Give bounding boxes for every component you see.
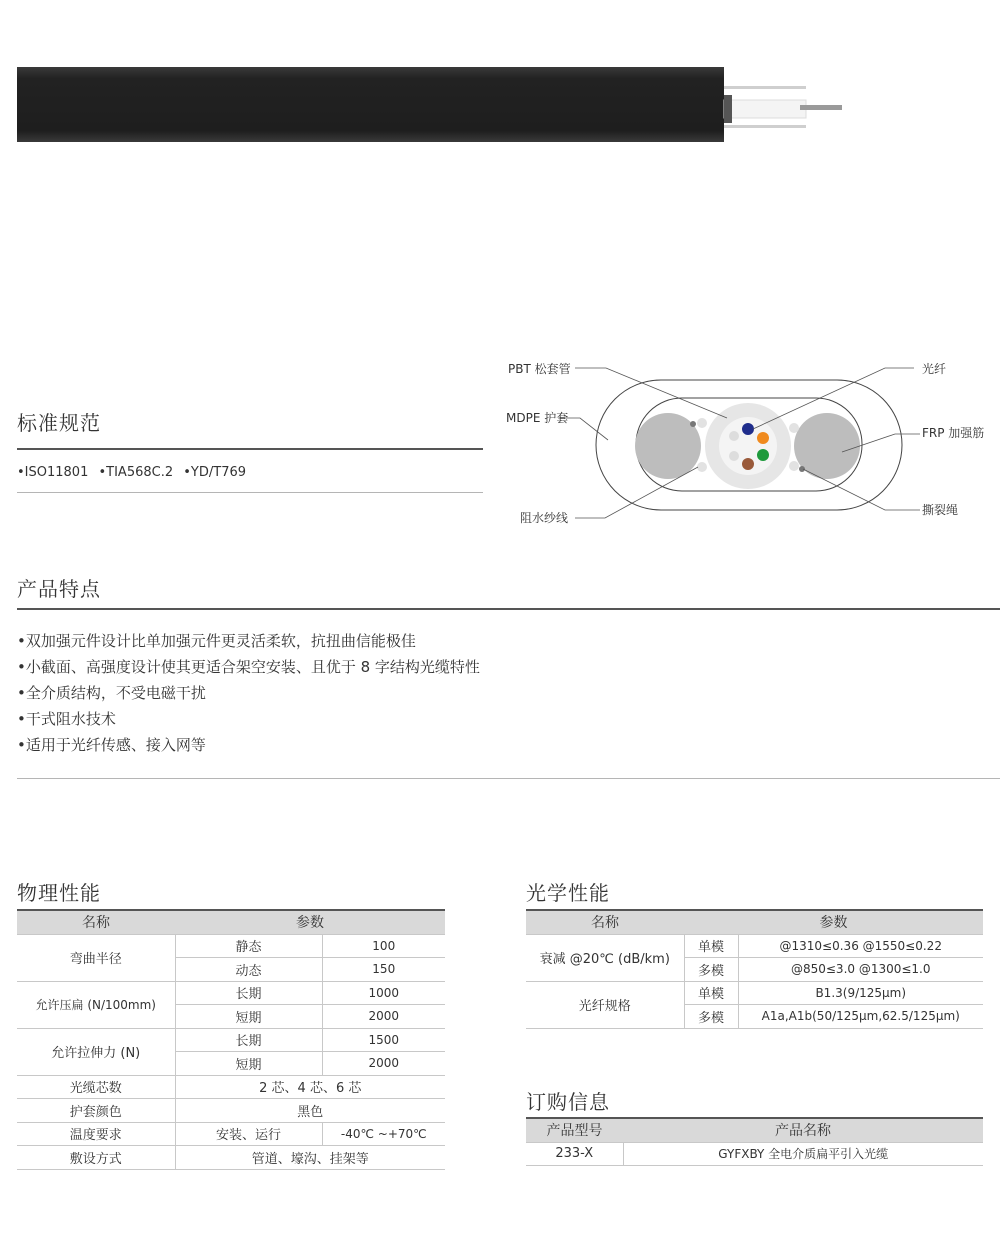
feature-item: •适用于光纤传感、接入网等 [17, 736, 206, 754]
fiber-brown [742, 458, 754, 470]
cell-color-val: 黑色 [175, 1099, 445, 1123]
cell-tensile-short: 短期 [175, 1052, 322, 1076]
cell-atten-sm: 单模 [684, 934, 738, 958]
row-bend-name: 弯曲半径 [17, 934, 175, 981]
physical-title: 物理性能 [17, 881, 101, 905]
order-title: 订购信息 [526, 1090, 610, 1114]
fiber-orange [757, 432, 769, 444]
cell-atten-mm-val: @850≤3.0 @1300≤1.0 [738, 958, 983, 982]
row-cores-name: 光缆芯数 [17, 1075, 175, 1099]
label-frp: FRP 加强筋 [922, 426, 985, 440]
standard-item: •ISO11801 [17, 465, 89, 480]
order-model: 233-X [526, 1142, 623, 1166]
standards-bottom-divider [17, 492, 483, 493]
cell-cores-val: 2 芯、4 芯、6 芯 [175, 1075, 445, 1099]
order-header-model: 产品型号 [526, 1118, 623, 1142]
cell-static: 静态 [175, 934, 322, 958]
order-product-name: GYFXBY 全电介质扁平引入光缆 [623, 1142, 983, 1166]
cell-atten-mm: 多模 [684, 958, 738, 982]
features-bottom-divider [17, 778, 1000, 779]
standards-divider [17, 448, 483, 450]
standards-title: 标准规范 [17, 411, 101, 435]
row-crush-name: 允许压扁 (N/100mm) [17, 981, 175, 1028]
feature-item: •全介质结构，不受电磁干扰 [17, 684, 206, 702]
row-fiber-spec-name: 光纤规格 [526, 981, 684, 1028]
cell-tensile-short-val: 2000 [322, 1052, 445, 1076]
standards-list [17, 465, 246, 480]
physical-table [17, 909, 445, 1170]
label-fiber: 光纤 [922, 362, 947, 376]
fiber-blue [742, 423, 754, 435]
cell-atten-sm-val: @1310≤0.36 @1550≤0.22 [738, 934, 983, 958]
cell-spec-mm: 多模 [684, 1005, 738, 1029]
cell-crush-short-val: 2000 [322, 1005, 445, 1029]
features-divider [17, 608, 1000, 610]
cell-dynamic: 动态 [175, 958, 322, 982]
label-mdpe-jacket: MDPE 护套 [506, 411, 569, 425]
label-pbt-tube: PBT 松套管 [508, 362, 571, 376]
standard-item: •YD/T769 [183, 465, 247, 480]
row-tensile-name: 允许拉伸力 (N) [17, 1028, 175, 1075]
fiber-green [757, 449, 769, 461]
optical-title: 光学性能 [526, 881, 610, 905]
optical-header-param: 参数 [684, 910, 983, 934]
row-install-name: 敷设方式 [17, 1146, 175, 1170]
cell-tensile-long: 长期 [175, 1028, 322, 1052]
cell-install-val: 管道、壕沟、挂架等 [175, 1146, 445, 1170]
cable-side-illustration [0, 60, 860, 155]
cell-spec-sm-val: B1.3(9/125μm) [738, 981, 983, 1005]
feature-item: •干式阻水技术 [17, 710, 116, 728]
standard-item: •TIA568C.2 [98, 465, 174, 480]
optical-table [526, 909, 983, 1029]
features-title: 产品特点 [17, 577, 101, 601]
feature-item: •小截面、高强度设计使其更适合架空安装、且优于 8 字结构光缆特性 [17, 658, 480, 676]
label-water-blocking-yarn: 阻水纱线 [520, 511, 569, 525]
order-header-name: 产品名称 [623, 1118, 983, 1142]
cell-temp-val: -40℃ ~+70℃ [322, 1122, 445, 1146]
physical-header-param: 参数 [175, 910, 445, 934]
order-table [526, 1117, 983, 1166]
optical-header-name: 名称 [526, 910, 684, 934]
cell-dynamic-val: 150 [322, 958, 445, 982]
cell-tensile-long-val: 1500 [322, 1028, 445, 1052]
label-ripcord: 撕裂绳 [922, 503, 959, 517]
cable-cross-section-diagram [490, 350, 1000, 535]
cell-crush-long: 长期 [175, 981, 322, 1005]
row-color-name: 护套颜色 [17, 1099, 175, 1123]
cell-temp-sub: 安装、运行 [175, 1122, 322, 1146]
cell-spec-mm-val: A1a,A1b(50/125μm,62.5/125μm) [738, 1005, 983, 1029]
physical-header-name: 名称 [17, 910, 175, 934]
cell-crush-short: 短期 [175, 1005, 322, 1029]
row-atten-name: 衰减 @20℃ (dB/km) [526, 934, 684, 981]
cell-spec-sm: 单模 [684, 981, 738, 1005]
cell-static-val: 100 [322, 934, 445, 958]
feature-item: •双加强元件设计比单加强元件更灵活柔软，抗扭曲信能极佳 [17, 632, 416, 650]
row-temp-name: 温度要求 [17, 1122, 175, 1146]
cell-crush-long-val: 1000 [322, 981, 445, 1005]
